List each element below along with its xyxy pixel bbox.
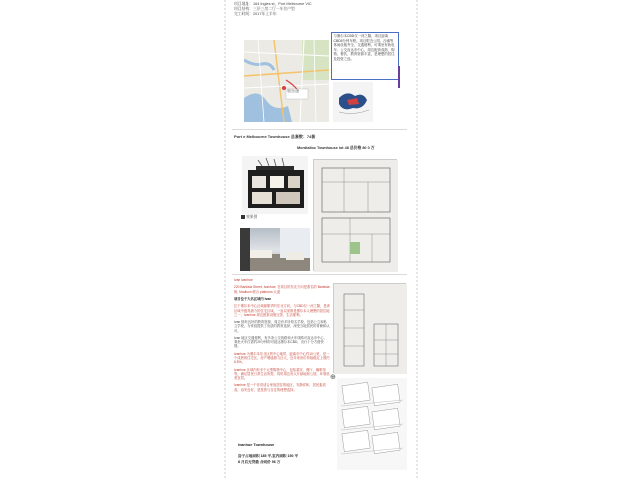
project-completion: 完工时间：2017年上半年	[234, 12, 277, 17]
ivanhoe-section-label: 项目位于大名区域内 Ivan	[234, 296, 272, 301]
inset-graphic	[333, 82, 373, 122]
render-graphic	[242, 156, 308, 214]
ivanhoe-paragraph: Ivanhoe 是一个非常适合家庭居住的地区，安静祥和，居民素质高，治安良好，是投资与自住的理想选择。	[234, 383, 326, 392]
project-address: 项目地址：164 Ingles st，Port Melbourne VIC	[234, 2, 312, 6]
ivanhoe-price-line: 8 月后无贷款 合同价 96 万	[238, 460, 281, 464]
site-plan	[337, 378, 407, 470]
ivanhoe-paragraph: Ivan 拥有良好的教育资源，周边有多所知名学校，包括公立和私立学校，为家庭提供了优质的教育选择，深受当地居民的青睐和认可。	[234, 320, 330, 333]
ivanhoe-paragraph: Ivan 地区交通便利，有多条公交线路和火车线路可直达市中心，乘坐火车仅需约20分钟即可抵达墨尔本CBD，出行十分方便快捷。	[234, 335, 327, 349]
location-callout: 与墨尔本CBD仅一河之隔，项目距离CBD5分钟车程。项目附近公园、沙滩等休闲设施齐全，交通便利，可乘坐有轨电车、公交直达市中心，周边配套成熟，购物、餐饮、教育资源丰富，是理想的居住及投资之选。	[331, 32, 399, 80]
callout-accent-line	[398, 66, 400, 88]
interior-graphic	[240, 228, 310, 271]
section-divider	[232, 274, 407, 275]
map-graphic	[244, 40, 329, 122]
mordialloc-subtitle: Mordialloc Townhouse lot 48 总价格 80 0 万	[297, 146, 375, 150]
townhouse-section-render	[242, 156, 308, 214]
tag-square-icon	[241, 215, 245, 219]
ivanhoe-area-line: 房子占地面积 185 平,室内面积 150 平	[238, 454, 299, 458]
ivanhoe-address: 220 Banksia Street, Ivanhoe, 在项目的东北方向是著名的 Banksia 街, Madison 联合 platinum 大道	[234, 285, 330, 294]
render-tag	[241, 215, 257, 220]
render-tag-label: 效果图	[246, 215, 258, 219]
cursor-icon: ⊕	[330, 374, 336, 381]
ivanhoe-townhouse-title: Ivanhoe Townhouse	[238, 443, 275, 447]
project-type: 项目结构：三层三房二厅一车位户型	[234, 7, 295, 12]
ivanhoe-paragraph: 位于墨尔本中心区域最繁华的东北方向，与CBD仅一河之隔，是该区域中极具潜力的住宅区域，一直以来都是墨尔本人理想的居住地之一，Ivanhoe 周边配套设施完善，生活便利。	[234, 304, 330, 317]
site-plan-graphic	[337, 378, 407, 470]
coastline-inset-map	[333, 82, 373, 122]
location-map	[244, 40, 329, 122]
floor-plan-ivanhoe	[333, 283, 406, 373]
map-pin-label: 项目位置	[287, 89, 300, 93]
ivanhoe-description	[234, 278, 330, 395]
ivanhoe-paragraph: Ivanhoe 为墨尔本东北区的中心地带，距离市中心约10公里，是一个成熟的住宅区，房产增值潜力巨大，近年来房价持续稳定上涨约 6.5%。	[234, 351, 330, 365]
floor-plan-lot48	[313, 159, 397, 271]
ivanhoe-heading: Ivan ivanhoe	[234, 278, 253, 282]
living-room-photo	[240, 228, 310, 271]
port-melbourne-title: Port e Melbourne Townhouse 总套数：74套	[234, 134, 316, 139]
ivanhoe-paragraph: Ivanhoe 区域内有多个大型购物中心，包括超市、餐厅、咖啡馆等，满足居民日常生活所需，同时周边有大片绿地和公园，环境优美宜居。	[234, 367, 330, 380]
floor-plan-graphic	[314, 160, 398, 272]
floor-plan-graphic	[334, 284, 407, 374]
section-divider	[232, 129, 407, 130]
project-intro	[234, 2, 312, 18]
